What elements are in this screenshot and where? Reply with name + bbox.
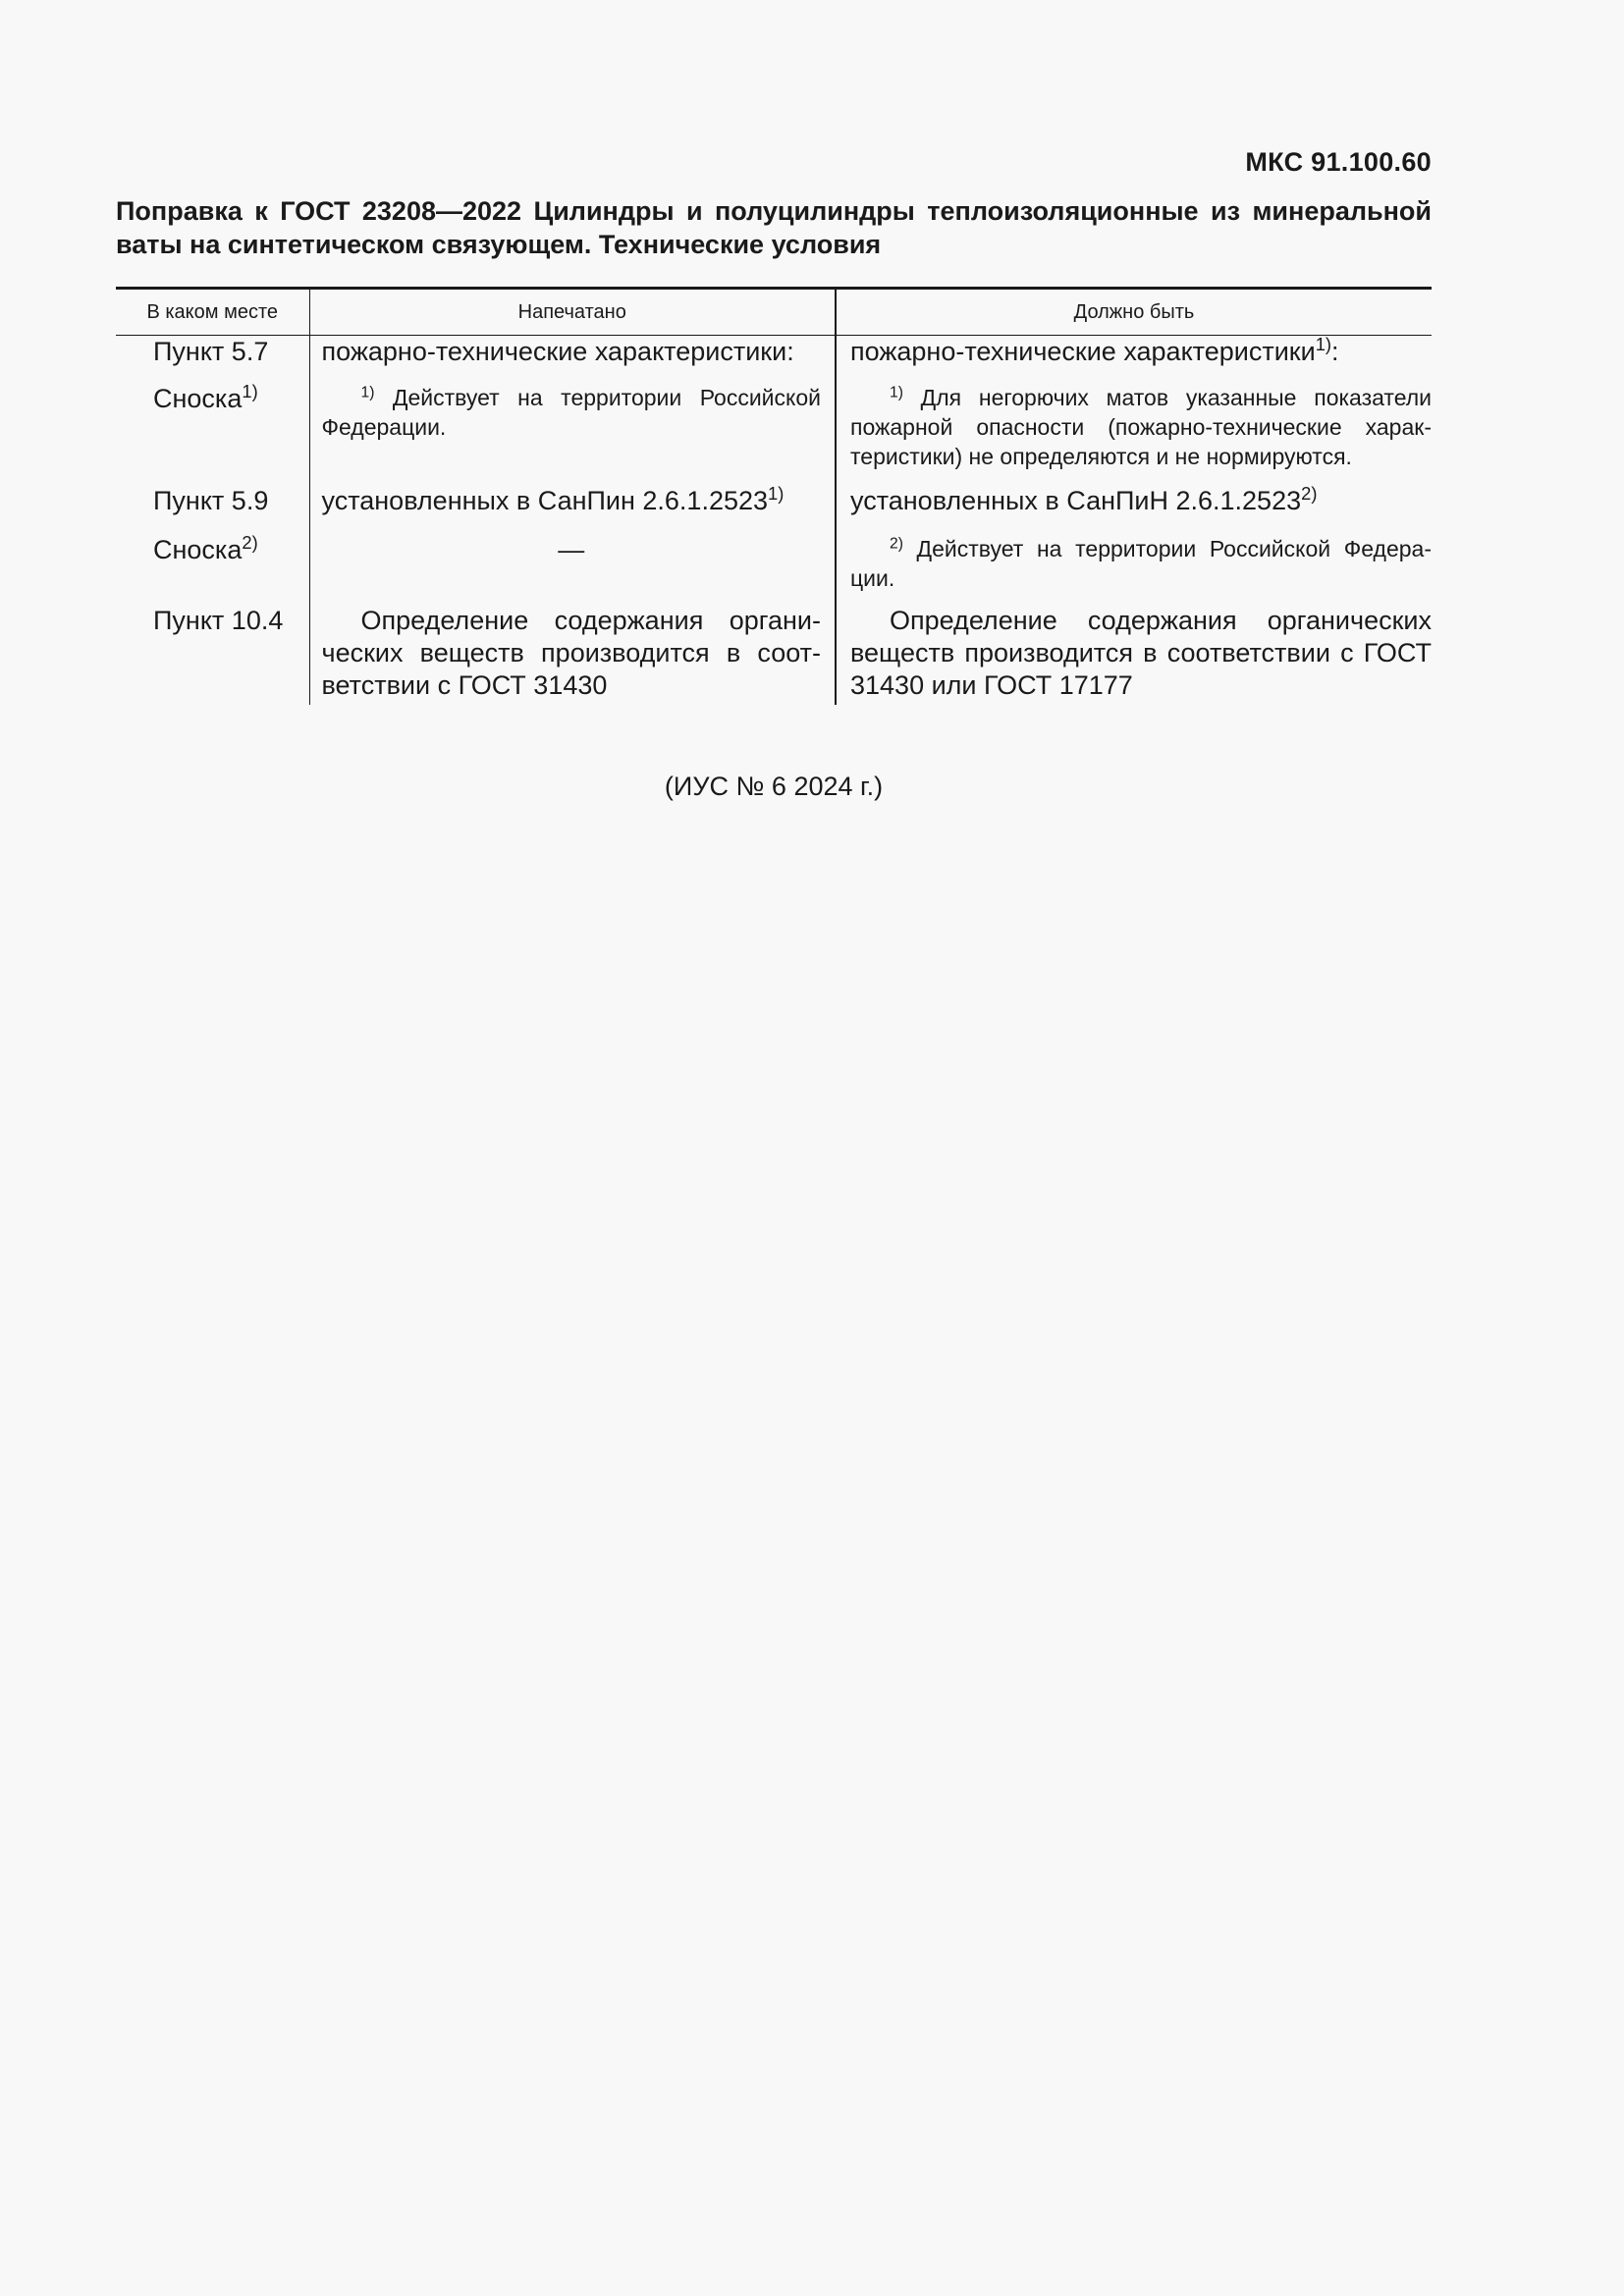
printed-footnote bbox=[322, 383, 822, 442]
place-text: Пункт 5.7 bbox=[153, 337, 269, 366]
table-row bbox=[116, 534, 1432, 605]
footnote-mark: 1) bbox=[242, 380, 258, 401]
ius-reference: (ИУС № 6 2024 г.) bbox=[664, 772, 884, 801]
cell-place bbox=[116, 531, 309, 605]
cell-place bbox=[116, 380, 309, 485]
cell-printed bbox=[309, 336, 836, 384]
should-text: Определение содержания органических веществ производится в соответствии с ГОСТ 31430 или ГОСТ 17177 bbox=[850, 606, 1432, 700]
cell-should-be bbox=[836, 605, 1432, 705]
cell-printed bbox=[309, 383, 836, 485]
place-text: Сноска bbox=[153, 384, 243, 413]
place-text: Пункт 10.4 bbox=[153, 606, 284, 635]
cell-should-be bbox=[836, 534, 1432, 605]
footnote-mark: 2) bbox=[242, 531, 258, 553]
cell-place bbox=[116, 485, 309, 534]
footnote-mark: 1) bbox=[768, 482, 785, 504]
cell-printed bbox=[309, 605, 836, 705]
should-text: пожарно-технические характеристики bbox=[850, 337, 1316, 366]
cell-printed bbox=[309, 482, 836, 534]
place-text: Пункт 5.9 bbox=[153, 486, 269, 515]
cell-should-be bbox=[836, 482, 1432, 534]
should-footnote bbox=[850, 383, 1432, 471]
column-header-should-be: Должно быть bbox=[836, 289, 1432, 336]
should-text-tail: : bbox=[1331, 337, 1339, 366]
table-row bbox=[116, 383, 1432, 485]
cell-printed bbox=[309, 534, 836, 605]
table-row bbox=[116, 485, 1432, 534]
document-title: Поправка к ГОСТ 23208—2022 Цилиндры и полуцилиндры теплоизоляционные из минеральной ваты на синтетическом связующем. Технические условия bbox=[116, 196, 1432, 259]
printed-text: установленных в СанПин 2.6.1.2523 bbox=[321, 486, 769, 515]
footnote-mark: 2) bbox=[1301, 482, 1318, 504]
table-row bbox=[116, 605, 1432, 705]
amendment-table bbox=[116, 287, 1432, 705]
footnote-mark: 1) bbox=[360, 384, 375, 401]
cell-place bbox=[116, 605, 309, 705]
should-footnote bbox=[850, 534, 1432, 593]
should-text: установленных в СанПиН 2.6.1.2523 bbox=[850, 486, 1302, 515]
footnote-mark: 1) bbox=[890, 384, 903, 401]
mks-code: МКС 91.100.60 bbox=[1245, 147, 1432, 177]
footnote-mark: 2) bbox=[890, 535, 903, 553]
should-text: Для негорючих матов указанные показатели пожарной опасности (пожарно-технические характеристики) не определяются и не нормируются. bbox=[850, 385, 1432, 469]
should-text: Действует на территории Российской Федерации. bbox=[850, 536, 1432, 591]
cell-place bbox=[116, 336, 309, 384]
printed-text: Действует на территории Российской Федерации. bbox=[321, 385, 821, 440]
printed-text: Определение содержания органических веществ производится в соответствии с ГОСТ 31430 bbox=[321, 606, 821, 700]
cell-should-be bbox=[836, 383, 1432, 485]
place-text: Сноска bbox=[153, 535, 243, 564]
table-header-row bbox=[116, 289, 1432, 336]
column-header-place: В каком месте bbox=[116, 289, 309, 336]
column-header-printed: Напечатано bbox=[309, 289, 836, 336]
footnote-mark: 1) bbox=[1315, 333, 1332, 354]
printed-dash: — bbox=[558, 535, 585, 564]
table-row bbox=[116, 336, 1432, 384]
printed-text: пожарно-технические характеристики: bbox=[321, 337, 794, 366]
cell-should-be bbox=[836, 333, 1432, 384]
